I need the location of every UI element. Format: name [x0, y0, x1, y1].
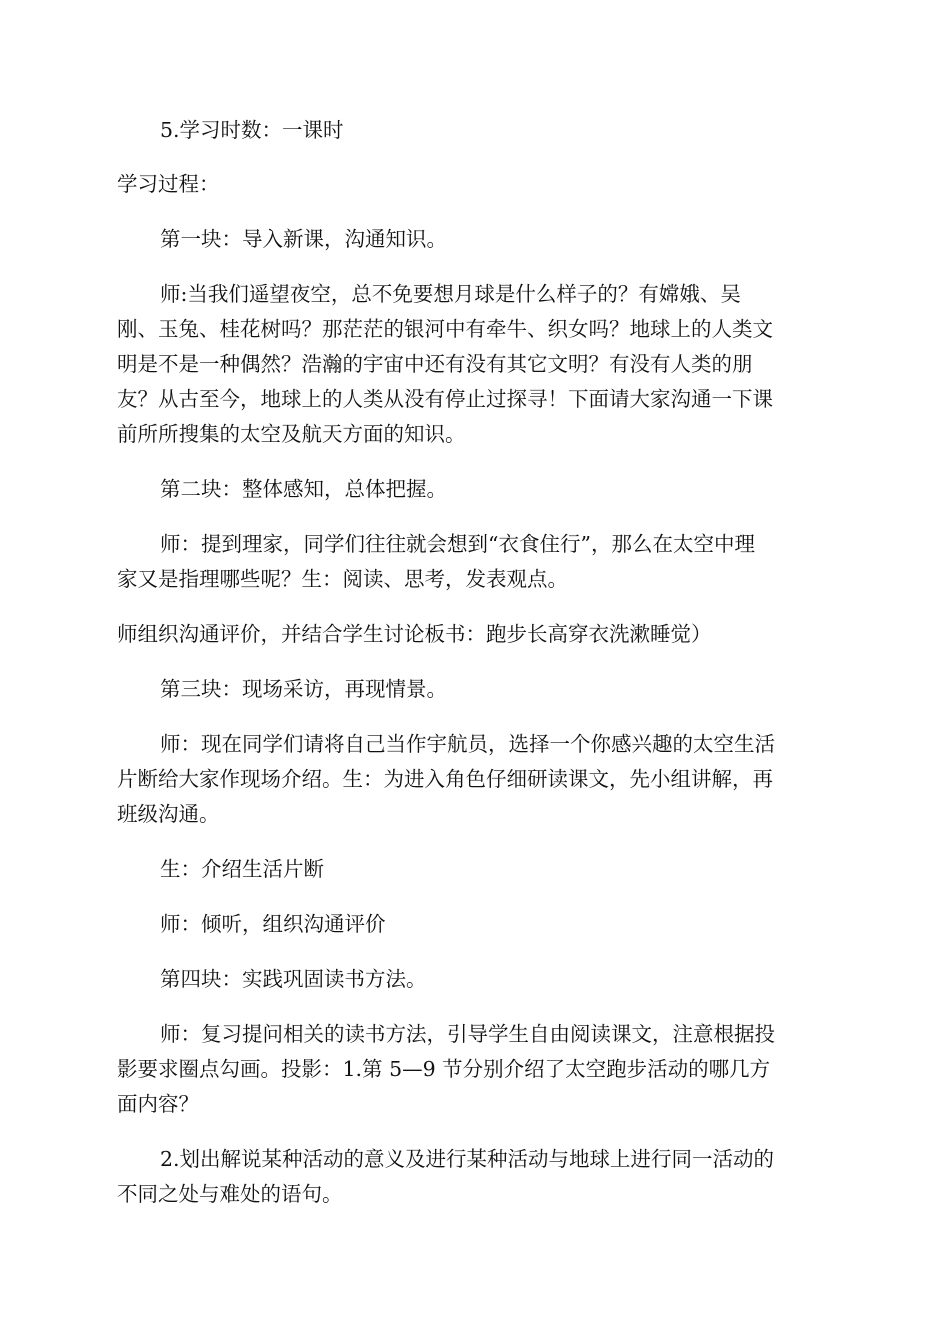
paragraph-line: 片断给大家作现场介绍。生：为进入角色仔细研读课文，先小组讲解，再 — [117, 767, 773, 791]
paragraph-line: 明是不是一种偶然？浩瀚的宇宙中还有没有其它文明？有没有人类的朋 — [117, 352, 753, 376]
paragraph-line: 友？从古至今，地球上的人类从没有停止过探寻！下面请大家沟通一下课 — [117, 387, 773, 411]
paragraph-line: 师:当我们遥望夜空，总不免要想月球是什么样子的？有嫦娥、吴 — [160, 282, 741, 306]
paragraph-line: 影要求圈点勾画。投影：1.第 5—9 节分别介绍了太空跑步活动的哪几方 — [117, 1057, 771, 1081]
paragraph-line: 师：提到理家，同学们往往就会想到“衣食住行”，那么在太空中理 — [160, 532, 755, 556]
heading-block-four: 第四块：实践巩固读书方法。 — [160, 967, 427, 991]
paragraph-line: 前所所搜集的太空及航天方面的知识。 — [117, 422, 466, 446]
heading-block-two: 第二块：整体感知，总体把握。 — [160, 477, 447, 501]
paragraph-line: 2.划出解说某种活动的意义及进行某种活动与地球上进行同一活动的 — [160, 1147, 775, 1171]
paragraph-line: 家又是指理哪些呢？生：阅读、思考，发表观点。 — [117, 567, 568, 591]
paragraph-line: 刚、玉兔、桂花树吗？那茫茫的银河中有牵牛、织女吗？地球上的人类文 — [117, 317, 773, 341]
text-line-study-process: 学习过程： — [117, 172, 220, 196]
paragraph-line: 师：现在同学们请将自己当作宇航员，选择一个你感兴趣的太空生活 — [160, 732, 775, 756]
paragraph-line: 生：介绍生活片断 — [160, 857, 324, 881]
paragraph-line: 师：复习提问相关的读书方法，引导学生自由阅读课文，注意根据投 — [160, 1022, 775, 1046]
paragraph-line: 师组织沟通评价，并结合学生讨论板书：跑步长高穿衣洗漱睡觉） — [117, 622, 712, 646]
text-line-study-hours: 5.学习时数：一课时 — [160, 118, 344, 142]
paragraph-line: 面内容？ — [117, 1092, 199, 1116]
heading-block-one: 第一块：导入新课，沟通知识。 — [160, 227, 447, 251]
paragraph-line: 班级沟通。 — [117, 802, 220, 826]
paragraph-line: 师：倾听，组织沟通评价 — [160, 912, 386, 936]
heading-block-three: 第三块：现场采访，再现情景。 — [160, 677, 447, 701]
paragraph-line: 不同之处与难处的语句。 — [117, 1182, 343, 1206]
